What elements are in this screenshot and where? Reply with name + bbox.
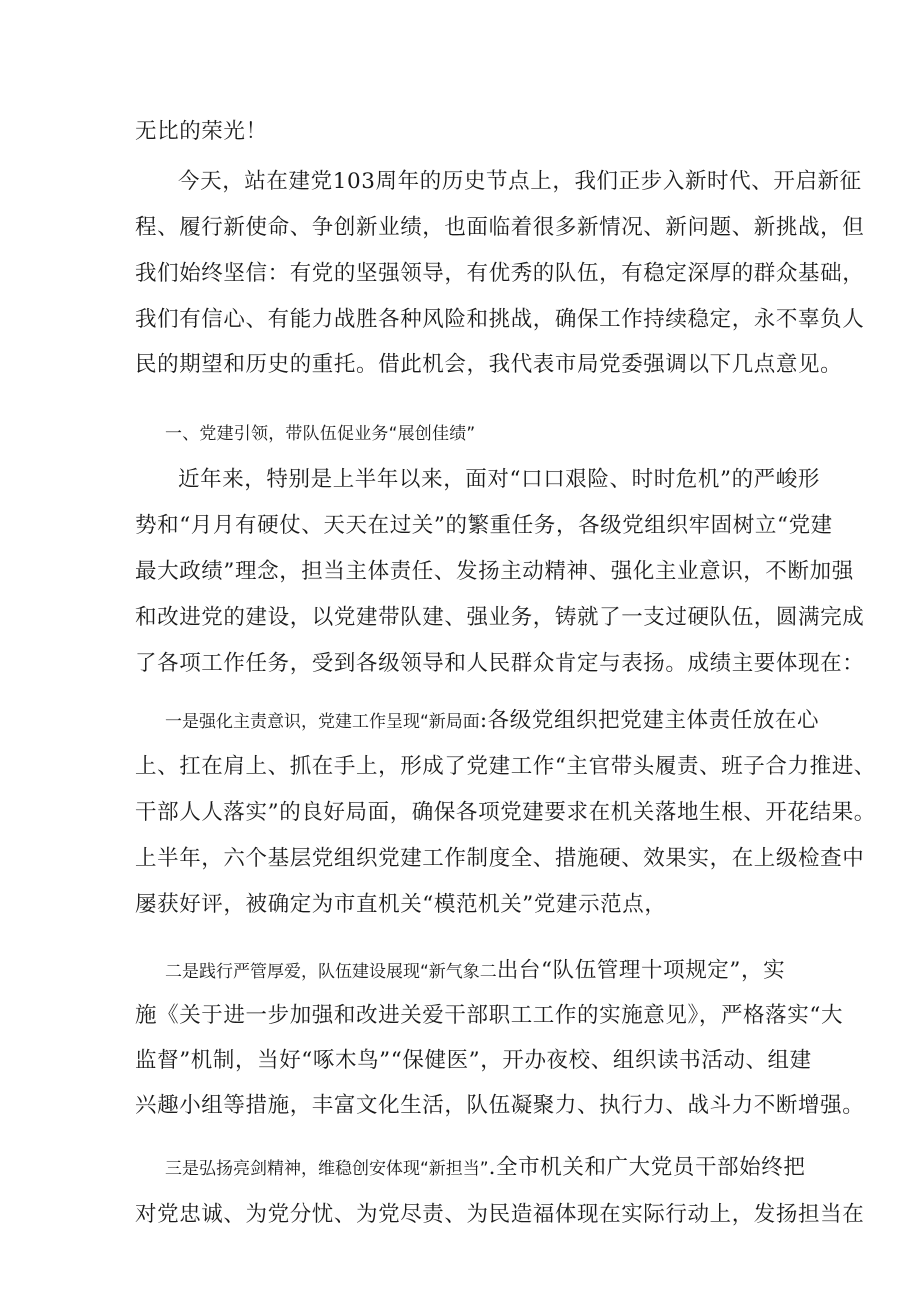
paragraph-first-line bbox=[165, 1153, 806, 1184]
paragraph-line: 干部人人落实”的良好局面，确保各项党建要求在机关落地生根、开花结果。 bbox=[135, 800, 876, 825]
paragraph-line: 和改进党的建设，以党建带队建、强业务，铸就了一支过硬队伍，圆满完成 bbox=[135, 605, 865, 630]
paragraph-lead-heading: 二是践行严管厚爱，队伍建设展现“新气象二 bbox=[165, 962, 497, 982]
paragraph-text: .全市机关和广大党员干部始终把 bbox=[488, 1155, 806, 1180]
paragraph-line: 势和“月月有硬仗、天天在过关”的繁重任务，各级党组织牢固树立“党建 bbox=[135, 513, 833, 538]
paragraph-text: 出台“队伍管理十项规定”，实 bbox=[496, 958, 786, 983]
paragraph-line: 对党忠诚、为党分忧、为党尽责、为民造福体现在实际行动上，发扬担当在 bbox=[135, 1202, 865, 1227]
paragraph-line: 程、履行新使命、争创新业绩，也面临着很多新情况、新问题、新挑战，但 bbox=[135, 215, 865, 240]
paragraph-first-line bbox=[165, 956, 793, 987]
paragraph-line: 无比的荣光！ bbox=[135, 119, 268, 144]
paragraph-line: 兴趣小组等措施，丰富文化生活，队伍凝聚力、执行力、战斗力不断增强。 bbox=[135, 1093, 865, 1118]
paragraph-line: 近年来，特别是上半年以来，面对“口口艰险、时时危机”的严峻形 bbox=[178, 467, 820, 492]
paragraph-first-line bbox=[165, 706, 820, 737]
paragraph-line: 了各项工作任务，受到各级领导和人民群众肯定与表扬。成绩主要体现在： bbox=[135, 651, 865, 676]
paragraph-line: 上、扛在肩上、抓在手上，形成了党建工作“主官带头履责、班子合力推进、 bbox=[135, 754, 876, 779]
paragraph-line: 我们有信心、有能力战胜各种风险和挑战，确保工作持续稳定，永不辜负人 bbox=[135, 307, 865, 332]
paragraph-line: 施《关于进一步加强和改进关爱干部职工工作的实施意见》，严格落实“大 bbox=[135, 1003, 844, 1028]
paragraph-line: 屡获好评，被确定为市直机关“模范机关”党建示范点， bbox=[135, 892, 667, 917]
paragraph-text: :各级党组织把党建主体责任放在心 bbox=[479, 708, 820, 733]
paragraph-lead-heading: 一是强化主责意识，党建工作呈现“新局面 bbox=[165, 712, 480, 732]
paragraph-line: 民的期望和历史的重托。借此机会，我代表市局党委强调以下几点意见。 bbox=[135, 352, 843, 377]
paragraph-line: 我们始终坚信：有党的坚强领导，有优秀的队伍，有稳定深厚的群众基础， bbox=[135, 261, 865, 286]
paragraph-lead-heading: 三是弘扬亮剑精神，维稳创安体现“新担当” bbox=[165, 1159, 489, 1179]
paragraph-line: 监督”机制，当好“啄木鸟”“保健医”，开办夜校、组织读书活动、组建 bbox=[135, 1048, 812, 1073]
paragraph-line: 今天，站在建党103周年的历史节点上，我们正步入新时代、开启新征 bbox=[178, 169, 862, 194]
paragraph-line: 最大政绩”理念，担当主体责任、发扬主动精神、强化主业意识，不断加强 bbox=[135, 559, 854, 584]
paragraph-line: 上半年，六个基层党组织党建工作制度全、措施硬、效果实，在上级检查中 bbox=[135, 846, 865, 871]
section-heading: 一、党建引领，带队伍促业务“展创佳绩” bbox=[165, 424, 476, 444]
